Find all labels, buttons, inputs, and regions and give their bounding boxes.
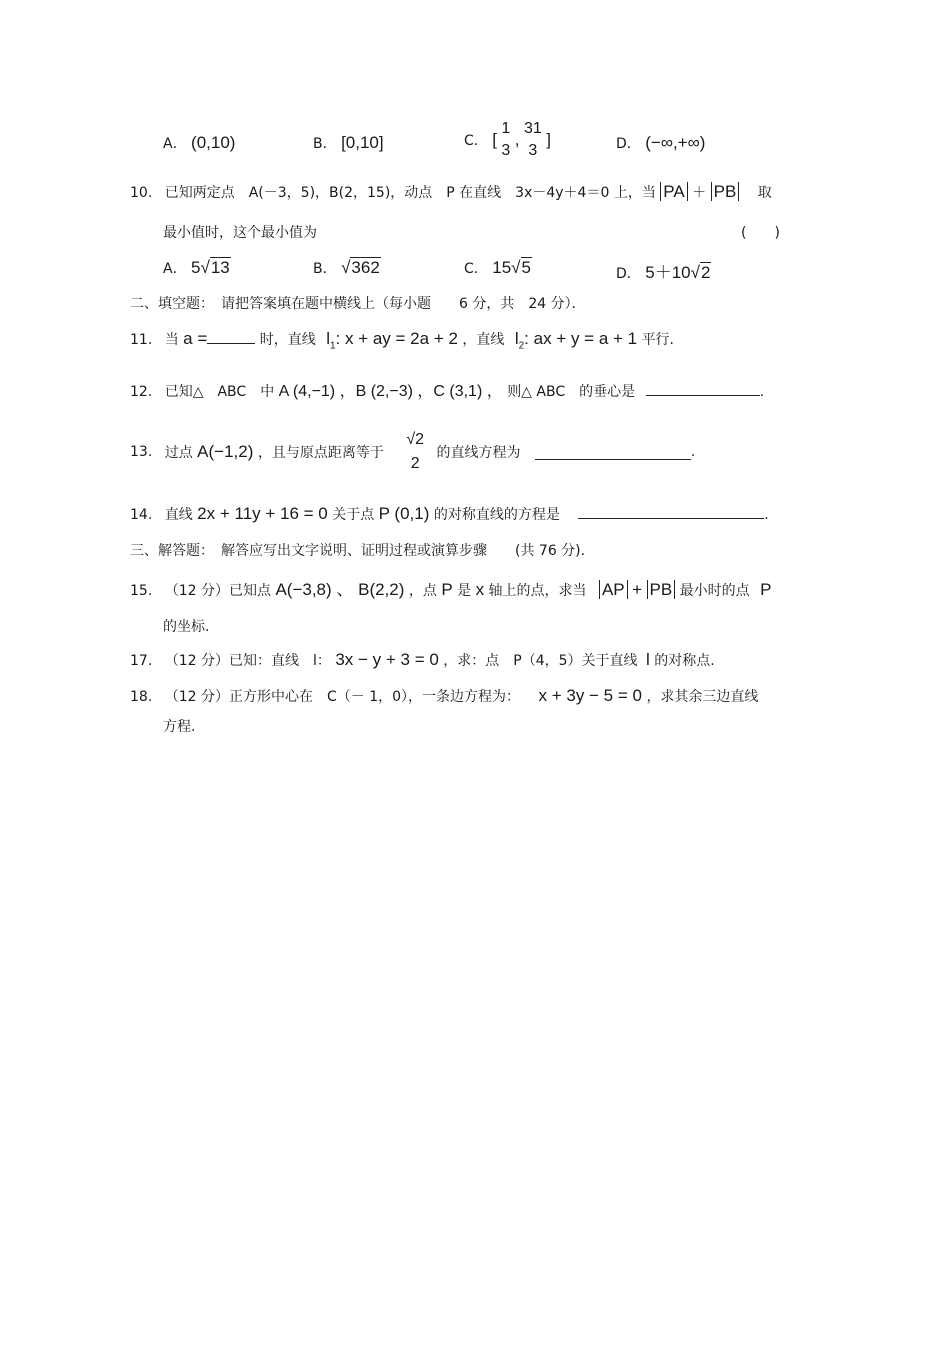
line-l: l bbox=[646, 650, 650, 669]
numerator: √2 bbox=[406, 431, 424, 448]
q9-option-c bbox=[464, 118, 551, 162]
q9-option-a bbox=[163, 133, 235, 153]
comma: , bbox=[514, 130, 520, 149]
fraction-31-thirds bbox=[524, 118, 542, 162]
denominator: 3 bbox=[528, 142, 538, 159]
question-text: ，直线 bbox=[462, 332, 505, 348]
option-value: (0,10) bbox=[191, 133, 236, 152]
question-text: 最小时的点 bbox=[679, 583, 750, 599]
option-label: A． bbox=[163, 136, 187, 152]
option-label: C． bbox=[464, 261, 488, 277]
radicand: 5 bbox=[521, 258, 531, 277]
denominator: 3 bbox=[501, 142, 511, 159]
answer-blank[interactable] bbox=[535, 445, 691, 460]
question-text: （12 分）正方形中心在 C（－ 1，0），一条边方程为： bbox=[164, 689, 521, 705]
question-text: 已知两定点 A(－3，5)，B(2，15)，动点 P 在直线 3x－4y＋4＝0 上，当 bbox=[164, 185, 656, 201]
question-text: 平行. bbox=[641, 332, 675, 348]
option-label: D． bbox=[616, 266, 641, 282]
question-15 bbox=[130, 575, 771, 600]
fraction-sqrt2-over-2 bbox=[406, 428, 424, 476]
equation: x + 3y − 5 = 0 bbox=[538, 686, 642, 705]
point-p: P (0,1) bbox=[378, 504, 430, 523]
radicand: 362 bbox=[351, 258, 380, 277]
plus-sign: + bbox=[632, 580, 643, 599]
q10-option-c: C． 15√5 bbox=[464, 258, 531, 277]
coef: 5 bbox=[191, 258, 201, 277]
answer-blank[interactable] bbox=[207, 329, 255, 344]
option-label: D． bbox=[616, 136, 641, 152]
question-number: 18. bbox=[130, 689, 153, 705]
question-number: 13. bbox=[130, 444, 153, 460]
points: A (4,−1) ，B (2,−3) ，C (3,1) ， bbox=[278, 383, 503, 400]
question-18-line2: 方程. bbox=[163, 719, 196, 735]
question-text: 过点 bbox=[164, 445, 193, 461]
question-number: 11. bbox=[130, 332, 153, 348]
abs-pb: PB bbox=[647, 580, 676, 599]
abs-ap: AP bbox=[599, 580, 628, 599]
answer-paren: ( ) bbox=[741, 225, 780, 241]
question-number: 14. bbox=[130, 507, 153, 523]
point-p: P bbox=[760, 580, 772, 599]
abs-pa: PA bbox=[660, 182, 687, 201]
question-text: 轴上的点，求当 bbox=[488, 583, 587, 599]
point-a: A(−1,2) bbox=[197, 442, 254, 461]
coef: 15 bbox=[492, 258, 512, 277]
question-12 bbox=[130, 378, 764, 401]
numerator: 1 bbox=[501, 120, 511, 137]
answer-blank[interactable] bbox=[646, 381, 760, 396]
option-label: B． bbox=[313, 261, 337, 277]
denominator: 2 bbox=[410, 455, 420, 472]
question-text: 已知△ ABC 中 bbox=[164, 384, 275, 400]
option-value: [0,10] bbox=[341, 133, 384, 152]
period: . bbox=[759, 384, 765, 400]
question-text: 的直线方程为 bbox=[436, 445, 521, 461]
question-text: 当 bbox=[164, 332, 179, 348]
plus-sign: ＋ bbox=[692, 185, 707, 201]
question-text: 的对称直线的方程是 bbox=[433, 507, 560, 523]
points: A(−3,8) 、 B(2,2) bbox=[275, 580, 405, 599]
question-11 bbox=[130, 329, 674, 351]
section-2-heading: 二、填空题： 请把答案填在题中横线上（每小题 6 分，共 24 分）． bbox=[130, 296, 586, 312]
question-10-line2: 最小值时，这个最小值为 bbox=[163, 225, 317, 241]
answer-blank[interactable] bbox=[578, 504, 764, 519]
q9-option-d bbox=[616, 133, 705, 153]
subscript: 1 bbox=[329, 340, 336, 352]
question-14 bbox=[130, 504, 769, 524]
question-text: （12 分）已知：直线 l： bbox=[164, 653, 331, 669]
question-15-line2: 的坐标. bbox=[163, 619, 210, 635]
question-text: （12 分）已知点 bbox=[164, 583, 271, 599]
question-text-tail: 取 bbox=[757, 185, 772, 201]
fraction-one-third bbox=[501, 118, 510, 162]
radicand: 13 bbox=[210, 258, 230, 277]
question-number: 17. bbox=[130, 653, 153, 669]
numerator: 31 bbox=[523, 120, 542, 137]
question-number: 15. bbox=[130, 583, 153, 599]
section-3-heading: 三、解答题： 解答应写出文字说明、证明过程或演算步骤 (共 76 分)． bbox=[130, 543, 595, 559]
bracket-open: [ bbox=[492, 130, 497, 149]
line-l2: l bbox=[514, 329, 519, 348]
period: . bbox=[690, 444, 696, 460]
x-axis: x bbox=[475, 580, 485, 599]
q9-option-b bbox=[313, 133, 384, 153]
question-10 bbox=[130, 182, 772, 202]
question-text: 的对称点. bbox=[654, 653, 715, 669]
equation-l1: : x + ay = 2a + 2 bbox=[335, 329, 458, 348]
equation-l2: : ax + y = a + 1 bbox=[524, 329, 638, 348]
equation: 2x + 11y + 16 = 0 bbox=[197, 504, 328, 523]
question-17 bbox=[130, 650, 715, 670]
radicand: 2 bbox=[700, 263, 711, 282]
point-p: P bbox=[441, 580, 453, 599]
question-number: 12. bbox=[130, 384, 153, 400]
option-label: A． bbox=[163, 261, 187, 277]
question-18 bbox=[130, 686, 758, 706]
question-text: ，且与原点距离等于 bbox=[257, 445, 384, 461]
line-l1: l bbox=[326, 329, 330, 348]
question-number: 10. bbox=[130, 185, 153, 201]
subscript: 2 bbox=[518, 340, 525, 352]
option-label: C． bbox=[464, 133, 488, 149]
coef: 5＋10 bbox=[645, 263, 691, 282]
option-value: (−∞,+∞) bbox=[645, 133, 706, 152]
question-text: ，求：点 P（4，5）关于直线 bbox=[443, 653, 638, 669]
q10-option-a: A． 5√13 bbox=[163, 258, 230, 277]
question-13 bbox=[130, 428, 695, 476]
question-text: 是 bbox=[457, 583, 472, 599]
question-text: 关于点 bbox=[332, 507, 375, 523]
question-text: 则△ ABC 的垂心是 bbox=[507, 384, 636, 400]
question-text: 直线 bbox=[164, 507, 193, 523]
q10-option-d: D． 5＋10√2 bbox=[616, 263, 711, 282]
bracket-close: ] bbox=[546, 130, 551, 149]
question-text: 时，直线 bbox=[259, 332, 316, 348]
question-text: ，点 bbox=[408, 583, 437, 599]
question-text: ，求其余三边直线 bbox=[646, 689, 759, 705]
option-label: B． bbox=[313, 136, 337, 152]
math-a: a = bbox=[183, 329, 208, 348]
equation: 3x − y + 3 = 0 bbox=[335, 650, 439, 669]
q10-option-b: B． √362 bbox=[313, 258, 380, 277]
period: . bbox=[764, 507, 769, 523]
abs-pb: PB bbox=[711, 182, 740, 201]
